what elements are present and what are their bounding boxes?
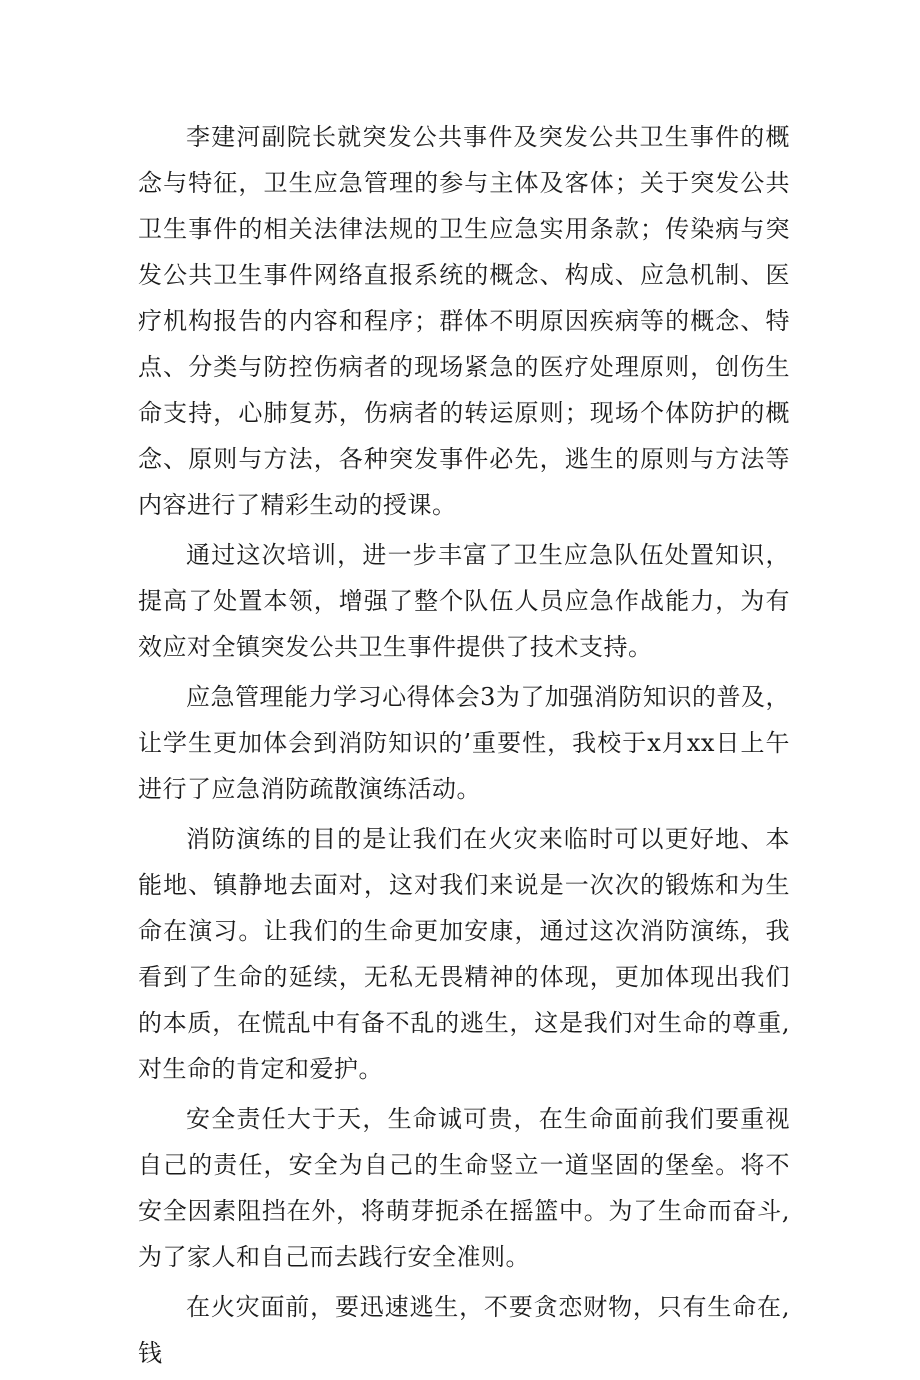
paragraph-safety-responsibility: 安全责任大于天，生命诚可贵，在生命面前我们要重视自己的责任，安全为自己的生命竖立一道坚固的堡垒。将不安全因素阻挡在外，将萌芽扼杀在摇篮中。为了生命而奋斗,为了家人和自己而去践行安全准则。 — [138, 1105, 790, 1271]
paragraph-fire-drill-intro: 应急管理能力学习心得体会3为了加强消防知识的普及，让学生更加体会到消防知识的’重要性，我校于x月xx日上午进行了应急消防疏散演练活动。 — [138, 683, 790, 803]
paragraph-escape-advice: 在火灾面前，要迅速逃生，不要贪恋财物，只有生命在,钱 — [138, 1293, 790, 1367]
paragraph-training-result: 通过这次培训，进一步丰富了卫生应急队伍处置知识，提高了处置本领，增强了整个队伍人员应急作战能力，为有效应对全镇突发公共卫生事件提供了技术支持。 — [138, 541, 790, 661]
document-body — [138, 114, 790, 1380]
paragraph-training-content: 李建河副院长就突发公共事件及突发公共卫生事件的概念与特征，卫生应急管理的参与主体及客体；关于突发公共卫生事件的相关法律法规的卫生应急实用条款；传染病与突发公共卫生事件网络直报系统的概念、构成、应急机制、医疗机构报告的内容和程序；群体不明原因疾病等的概念、特点、分类与防控伤病者的现场紧急的医疗处理原则，创伤生命支持，心肺复苏，伤病者的转运原则；现场个体防护的概念、原则与方法，各种突发事件必先，逃生的原则与方法等内容进行了精彩生动的授课。 — [138, 123, 790, 519]
paragraph-drill-purpose: 消防演练的目的是让我们在火灾来临时可以更好地、本能地、镇静地去面对，这对我们来说是一次次的锻炼和为生命在演习。让我们的生命更加安康，通过这次消防演练，我看到了生命的延续，无私无畏精神的体现，更加体现出我们的本质，在慌乱中有备不乱的逃生，这是我们对生命的尊重,对生命的肯定和爱护。 — [138, 825, 790, 1083]
